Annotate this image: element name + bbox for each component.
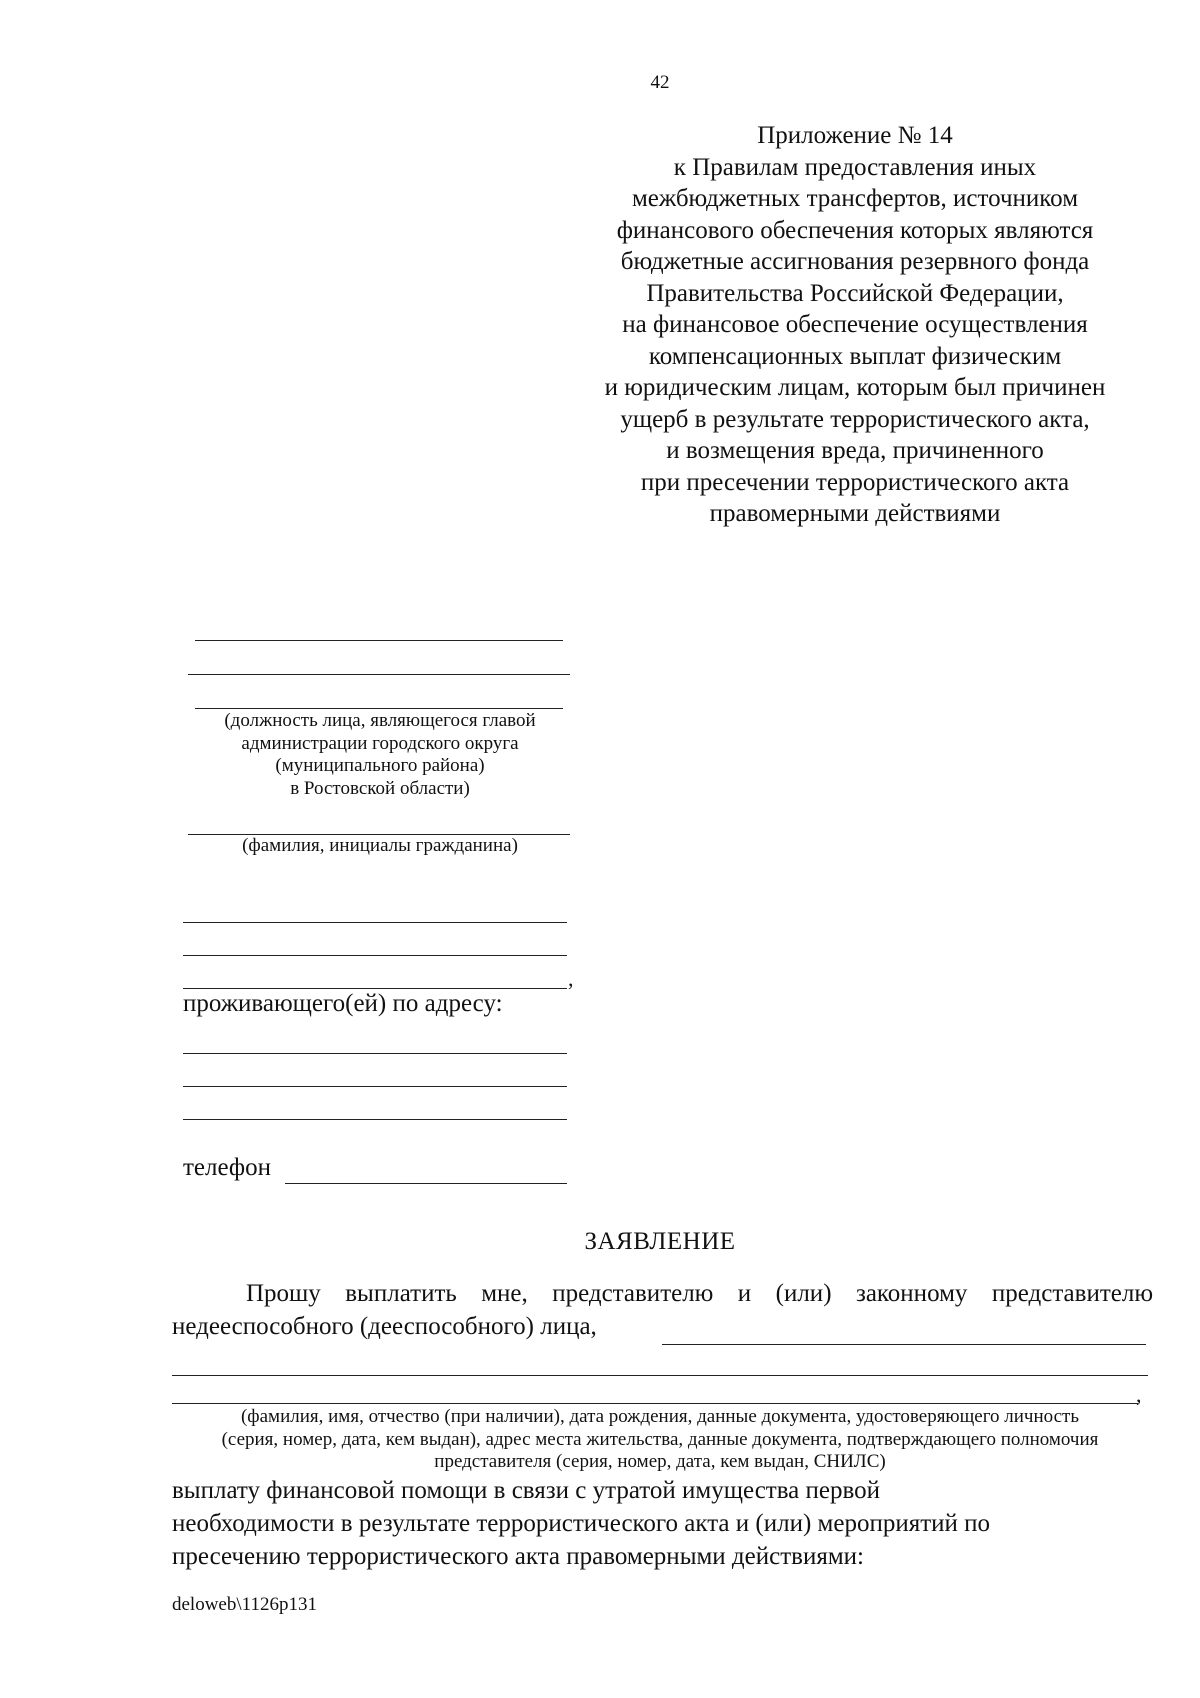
footer-doc-id: deloweb\1126p131	[172, 1594, 317, 1615]
request-details-line-1[interactable]	[172, 1375, 1148, 1376]
appendix-line: компенсационных выплат физическим	[648, 342, 1062, 370]
position-line-2[interactable]	[188, 674, 570, 675]
position-caption-line: в Ростовской области)	[290, 777, 470, 799]
appendix-line: при пресечении террористического акта	[640, 468, 1070, 496]
citizen-line-1[interactable]	[183, 922, 567, 923]
appendix-header	[555, 120, 1155, 530]
address-line-2[interactable]	[183, 1086, 567, 1087]
appendix-line: Правительства Российской Федерации,	[646, 279, 1064, 307]
position-caption	[180, 710, 580, 800]
position-caption-line: (муниципального района)	[275, 755, 485, 776]
request-name-line[interactable]	[662, 1344, 1146, 1345]
page-number-text: 42	[650, 72, 670, 93]
position-caption-line: (должность лица, являющегося главой	[224, 710, 536, 731]
address-line-1[interactable]	[183, 1053, 567, 1054]
phone-label: телефон	[183, 1154, 271, 1181]
address-line-3[interactable]	[183, 1119, 567, 1120]
citizen-line-3[interactable]	[183, 988, 567, 989]
position-caption-line: администрации городского округа	[241, 732, 519, 754]
purpose-line: необходимости в результате террористического акта и (или) мероприятий по	[172, 1510, 991, 1537]
appendix-line: и юридическим лицам, которым был причинен	[604, 374, 1106, 401]
position-line-1[interactable]	[195, 640, 563, 641]
request-line-2: недееспособного (дееспособного) лица,	[172, 1313, 597, 1340]
application-title: ЗАЯВЛЕНИЕ	[584, 1228, 736, 1255]
details-caption-line: (серия, номер, дата, кем выдан), адрес места жительства, данные документа, подтверждающего полномочия	[221, 1428, 1099, 1450]
details-caption	[160, 1406, 1160, 1474]
purpose-line: пресечению террористического акта правомерными действиями:	[172, 1543, 864, 1570]
appendix-line: бюджетные ассигнования резервного фонда	[620, 248, 1090, 275]
residing-label: проживающего(ей) по адресу:	[183, 990, 503, 1017]
request-details-comma: ,	[1136, 1382, 1142, 1407]
details-caption-line: (фамилия, имя, отчество (при наличии), дата рождения, данные документа, удостоверяющего личность	[240, 1406, 1080, 1427]
appendix-line: и возмещения вреда, причиненного	[666, 437, 1044, 464]
phone-line[interactable]	[285, 1183, 567, 1184]
citizen-name-caption: (фамилия, инициалы гражданина)	[242, 835, 518, 856]
purpose-line: выплату финансовой помощи в связи с утратой имущества первой	[172, 1477, 881, 1504]
citizen-line-2[interactable]	[183, 955, 567, 956]
page-number	[0, 72, 1200, 94]
citizen-comma: ,	[568, 966, 574, 991]
appendix-line: Приложение № 14	[757, 122, 953, 149]
position-line-3[interactable]	[195, 708, 563, 709]
appendix-line: ущерб в результате террористического акта,	[620, 405, 1090, 433]
details-caption-line: представителя (серия, номер, дата, кем выдан, СНИЛС)	[434, 1451, 886, 1472]
appendix-line: финансового обеспечения которых являются	[616, 216, 1094, 244]
purpose-paragraph	[172, 1474, 990, 1573]
appendix-line: межбюджетных трансфертов, источником	[631, 185, 1079, 212]
request-details-line-2[interactable]	[172, 1403, 1138, 1404]
appendix-line: правомерными действиями	[709, 500, 1001, 527]
appendix-line: на финансовое обеспечение осуществления	[622, 311, 1088, 338]
request-line-1: Прошу выплатить мне, представителю и (или) законному представителю	[246, 1280, 1153, 1307]
appendix-line: к Правилам предоставления иных	[673, 153, 1037, 181]
